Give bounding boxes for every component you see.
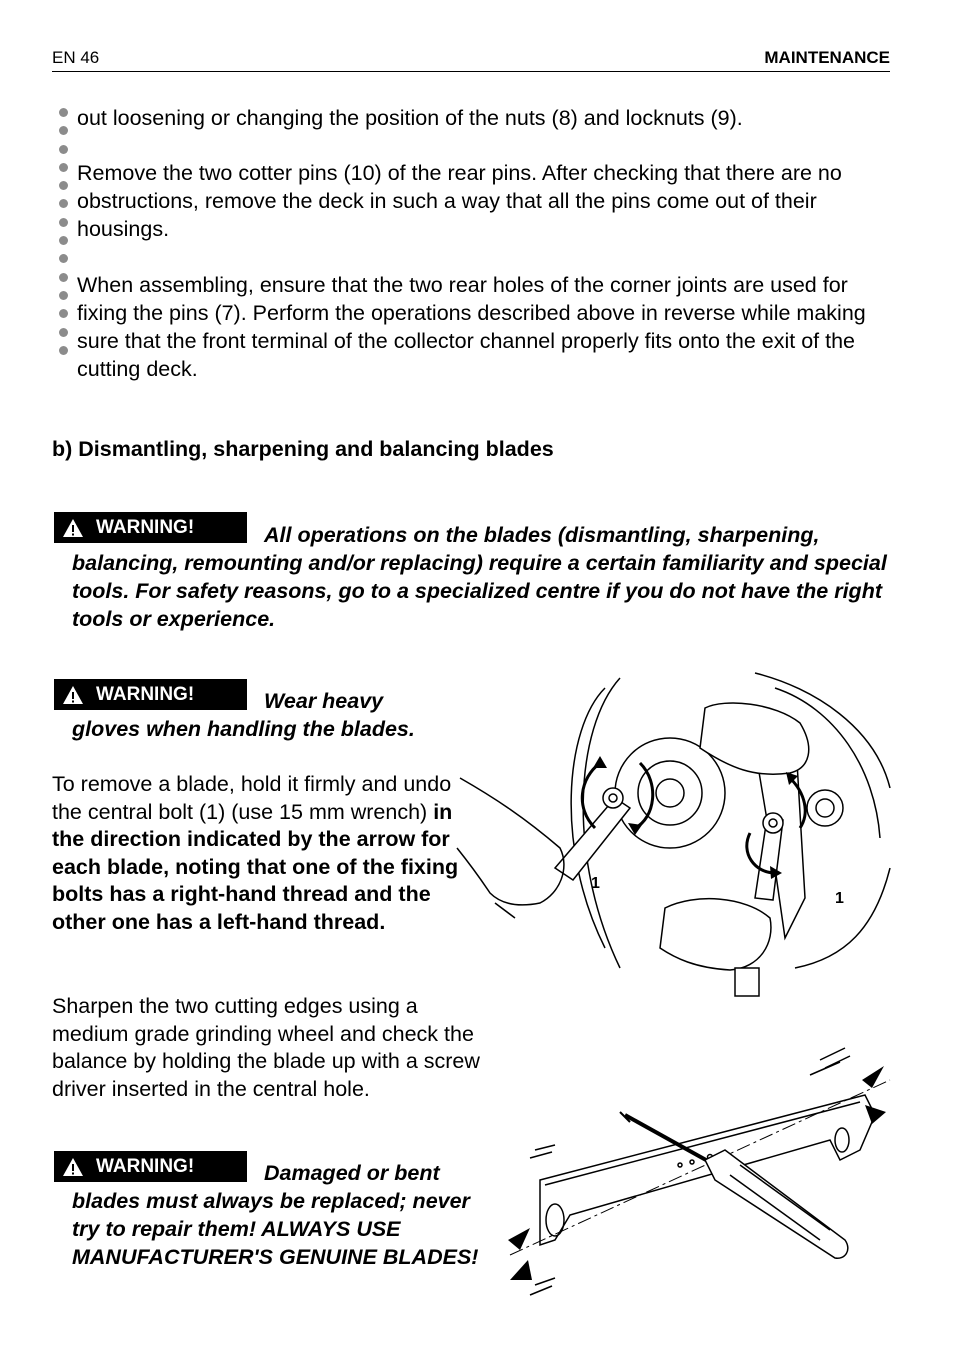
- paragraph-assembling: When assembling, ensure that the two rear holes of the corner joints are used for fixing the pins (7). Perform the operations described above in reverse while making sure that the front terminal of the collector channel properly fits onto the exit of the cutting deck.: [77, 273, 866, 381]
- margin-dots: [59, 108, 71, 364]
- warning-label: WARNING!: [96, 683, 195, 705]
- warning-text-first: Damaged or bent: [264, 1161, 440, 1185]
- warning-text: balancing, remounting and/or replacing) require a certain familiarity and special tools. For safety reasons, go to a specialized centre if you do not have the right tools or experience.: [72, 551, 887, 631]
- callout-label: 1: [835, 890, 844, 907]
- callout-label: 1: [591, 875, 600, 892]
- warning-triangle-icon: [62, 685, 84, 705]
- blade-balancing-illustration: [500, 1040, 900, 1305]
- warning-badge: [54, 512, 247, 543]
- remove-blade-instructions: [52, 771, 472, 936]
- page-number: EN 46: [52, 48, 100, 67]
- warning-text-first: Wear heavy: [264, 689, 384, 713]
- paragraph-remove-deck: Remove the two cotter pins (10) of the rear pins. After checking that there are no obstructions, remove the deck in such a way that all the pins come out of their housings.: [77, 161, 842, 241]
- header-divider: [52, 71, 890, 72]
- warning-badge: [54, 679, 247, 710]
- paragraph-continuation: out loosening or changing the position of the nuts (8) and locknuts (9).: [77, 106, 743, 130]
- warning-triangle-icon: [62, 518, 84, 538]
- warning-text-first: All operations on the blades (dismantling, sharpening,: [264, 523, 820, 547]
- remove-blade-text: To remove a blade, hold it firmly and undo the central bolt (1) (use 15 mm wrench): [52, 772, 452, 824]
- warning-text: gloves when handling the blades.: [72, 717, 415, 741]
- sharpen-instructions: Sharpen the two cutting edges using a medium grade grinding wheel and check the balance by holding the blade up with a screw driver inserted in the central hole.: [52, 994, 480, 1101]
- warning-label: WARNING!: [96, 516, 195, 538]
- warning-label: WARNING!: [96, 1155, 195, 1177]
- warning-triangle-icon: [62, 1157, 84, 1177]
- blade-removal-illustration: [455, 668, 895, 1008]
- warning-badge: [54, 1151, 247, 1182]
- warning-text: blades must always be replaced; never try to repair them! ALWAYS USE MANUFACTURER'S GENUINE BLADES!: [72, 1189, 479, 1269]
- section-header: MAINTENANCE: [764, 48, 890, 67]
- section-title: b) Dismantling, sharpening and balancing blades: [52, 437, 554, 461]
- remove-blade-emphasis: in the direction indicated by the arrow for each blade, noting that one of the fixing bolts has a right-hand thread and the other one has a left-hand thread.: [52, 799, 459, 934]
